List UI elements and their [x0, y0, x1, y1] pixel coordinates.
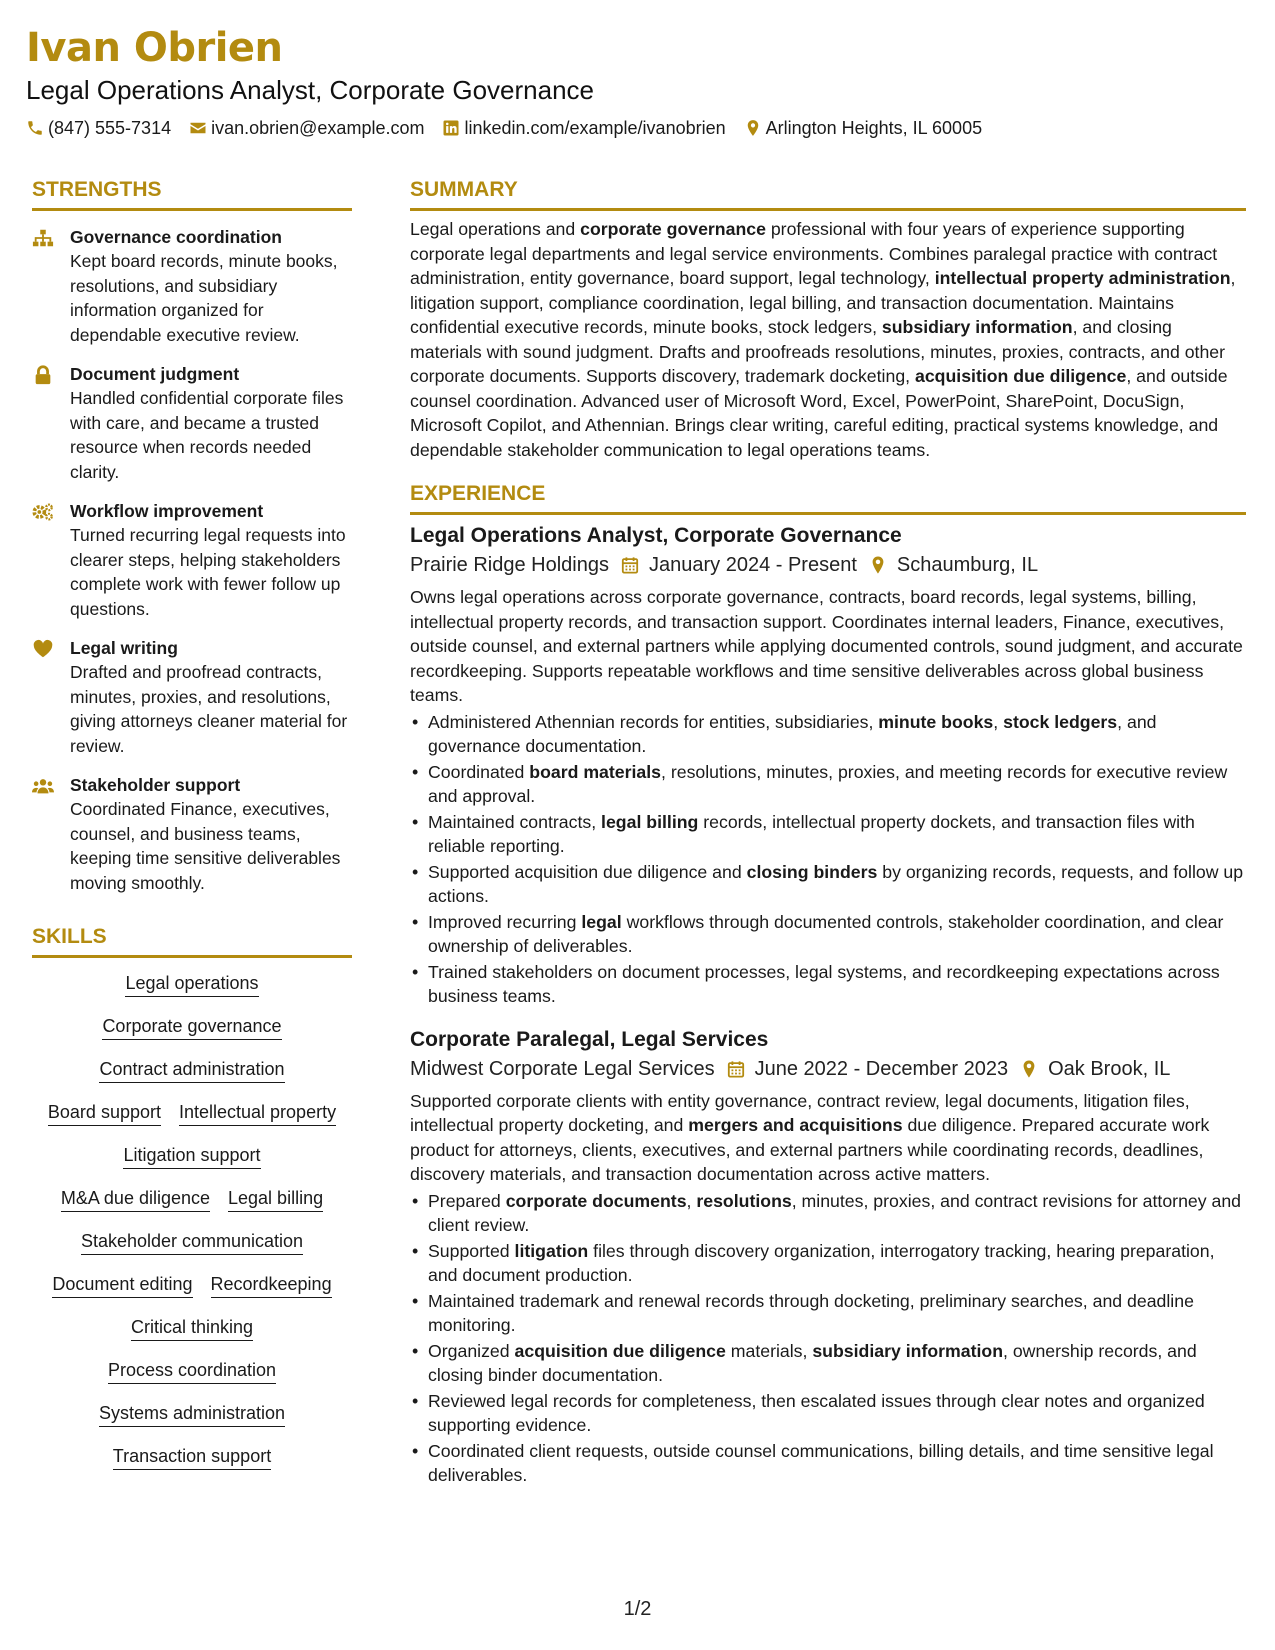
skills-section — [32, 923, 352, 1488]
text-run: , resolutions, minutes, proxies, and meeting records for executive review and approval. — [428, 761, 1228, 806]
bold-phrase: board materials — [529, 761, 662, 782]
contact-linkedin[interactable] — [442, 116, 725, 140]
bullet-item — [410, 960, 1246, 1009]
text-run: Supported acquisition due diligence and — [428, 861, 747, 882]
summary-text — [410, 217, 1246, 462]
strength-desc: Drafted and proofread contracts, minutes, proxies, and resolutions, giving attorneys cleaner material for review. — [70, 662, 348, 756]
bold-phrase: closing binders — [746, 861, 878, 882]
text-run: Improved recurring — [428, 911, 582, 932]
text-run: materials, — [725, 1340, 813, 1361]
bold-phrase: intellectual property administration — [934, 268, 1231, 288]
skill-row — [131, 1316, 253, 1341]
left-column — [32, 176, 352, 1488]
bullet-item — [410, 1239, 1246, 1288]
text-run: , and outside counsel coordination. Advanced user of Microsoft Word, Excel, PowerPoint, SharePoint, DocuSign, Microsoft Copilot, and Athennian. Brings clear writing, careful editing, practical systems knowledge, and dependable stakeholder communication to legal operations teams. — [410, 366, 1228, 460]
text-run: by organizing records, requests, and follow up actions. — [428, 861, 1244, 906]
strength-item — [32, 499, 352, 621]
contact-bar — [26, 116, 1246, 140]
envelope-icon — [189, 119, 207, 137]
experience-heading: EXPERIENCE — [410, 480, 1246, 515]
strength-title: Document judgment — [70, 364, 240, 384]
gears-icon — [32, 502, 54, 522]
strengths-section — [32, 176, 352, 895]
job-title: Legal Operations Analyst, Corporate Governance — [410, 524, 902, 547]
job-description — [410, 1089, 1246, 1187]
skills-list — [32, 972, 352, 1488]
calendar-icon — [621, 555, 639, 575]
phone-icon — [26, 119, 44, 137]
contact-location — [744, 116, 982, 140]
skill-tag: Legal operations — [125, 972, 258, 997]
text-run: Prepared — [428, 1190, 506, 1211]
strength-item — [32, 773, 352, 895]
job-dates: January 2024 - Present — [648, 554, 857, 576]
right-column — [410, 176, 1246, 1489]
text-run: Administered Athennian records for entities, subsidiaries, — [428, 711, 879, 732]
text-run: Coordinated client requests, outside counsel communications, billing details, and time sensitive legal deliverables. — [428, 1440, 1214, 1485]
job-bullets — [410, 710, 1246, 1009]
skill-row — [125, 972, 258, 997]
job-description — [410, 585, 1246, 708]
resume-header — [26, 22, 1246, 140]
strength-title: Stakeholder support — [70, 775, 241, 795]
text-run: , — [993, 711, 1004, 732]
strengths-heading: STRENGTHS — [32, 176, 352, 211]
bold-phrase: legal — [581, 911, 622, 932]
strength-desc: Kept board records, minute books, resolutions, and subsidiary information organized for dependable executive review. — [70, 251, 338, 345]
skill-row — [123, 1144, 260, 1169]
bullet-item — [410, 1339, 1246, 1388]
strength-title: Workflow improvement — [70, 501, 264, 521]
bold-phrase: mergers and acquisitions — [688, 1115, 903, 1135]
text-run: Maintained trademark and renewal records through docketing, preliminary searches, and deadline monitoring. — [428, 1290, 1194, 1335]
linkedin-icon — [442, 119, 460, 137]
bold-phrase: subsidiary information — [812, 1340, 1004, 1361]
strength-item — [32, 636, 352, 758]
bold-phrase: corporate governance — [580, 219, 766, 239]
text-run: , and closing materials with sound judgment. Drafts and proofreads resolutions, minutes, proxies, contracts, and other corporate documents. Supports discovery, trademark docketing, — [410, 317, 1226, 386]
bullet-item — [410, 760, 1246, 809]
heart-icon — [32, 639, 54, 659]
phone-text: (847) 555-7314 — [48, 118, 172, 138]
skill-tag: Legal billing — [228, 1187, 323, 1212]
lock-icon — [32, 365, 54, 385]
text-run: Supported corporate clients with entity governance, contract review, legal documents, litigation files, intellectual property docketing, and — [410, 1090, 1190, 1135]
strength-item — [32, 225, 352, 347]
strength-title: Legal writing — [70, 638, 178, 658]
job-meta — [410, 1055, 1246, 1083]
job-entry — [410, 521, 1246, 1009]
strength-desc: Coordinated Finance, executives, counsel, and business teams, keeping time sensitive deliverables moving smoothly. — [70, 799, 341, 893]
text-run: Maintained contracts, — [428, 811, 602, 832]
skill-row — [102, 1015, 281, 1040]
bold-phrase: legal billing — [601, 811, 699, 832]
bold-phrase: stock ledgers — [1003, 711, 1118, 732]
skill-tag: Recordkeeping — [211, 1273, 332, 1298]
text-run: workflows through documented controls, stakeholder coordination, and clear ownership of deliverables. — [428, 911, 1224, 956]
text-run: , litigation support, compliance coordination, legal billing, and transaction documentation. Maintains confidential executive records, minute books, stock ledgers, — [410, 268, 1236, 337]
bold-phrase: corporate documents — [505, 1190, 687, 1211]
skills-heading: SKILLS — [32, 923, 352, 958]
job-location: Schaumburg, IL — [896, 554, 1039, 576]
job-dates: June 2022 - December 2023 — [754, 1057, 1009, 1080]
skill-tag: Board support — [48, 1101, 161, 1126]
bold-phrase: acquisition due diligence — [915, 366, 1127, 386]
bold-phrase: litigation — [514, 1240, 589, 1261]
job-company: Prairie Ridge Holdings — [410, 554, 609, 576]
bullet-item — [410, 1189, 1246, 1238]
text-run: , — [686, 1190, 697, 1211]
experience-section — [410, 480, 1246, 1488]
skill-tag: Litigation support — [123, 1144, 260, 1169]
skill-tag: Contract administration — [99, 1058, 284, 1083]
job-meta — [410, 551, 1246, 579]
bold-phrase: minute books — [878, 711, 994, 732]
skill-row — [99, 1058, 284, 1083]
text-run: Reviewed legal records for completeness, then escalated issues through clear notes and organized supporting evidence. — [428, 1390, 1205, 1435]
skill-row — [81, 1230, 303, 1255]
skill-row — [48, 1101, 336, 1126]
users-icon — [32, 776, 54, 796]
text-run: Supported — [428, 1240, 515, 1261]
text-run: due diligence. Prepared accurate work product for attorneys, clients, executives, and external partners while coordinating records, deadlines, discovery materials, and transaction documentation across active matters. — [410, 1115, 1210, 1184]
bold-phrase: resolutions — [696, 1190, 792, 1211]
bullet-item — [410, 810, 1246, 859]
text-run: files through discovery organization, interrogatory tracking, hearing preparation, and document production. — [428, 1240, 1215, 1285]
text-run: Owns legal operations across corporate governance, contracts, board records, legal systems, billing, intellectual property records, and transaction support. Coordinates internal leaders, Finance, executives, outside counsel, and external partners while applying documented controls, sound judgment, and accurate recordkeeping. Supports repeatable workflows and time sensitive deliverables across global business teams. — [410, 587, 1243, 705]
job-title: Corporate Paralegal, Legal Services — [410, 1027, 769, 1051]
summary-heading: SUMMARY — [410, 176, 1246, 211]
skill-row — [99, 1402, 285, 1427]
text-run: Coordinated — [428, 761, 530, 782]
skill-row — [61, 1187, 323, 1212]
skill-tag: Intellectual property — [179, 1101, 336, 1126]
linkedin-text: linkedin.com/example/ivanobrien — [464, 118, 726, 138]
bold-phrase: subsidiary information — [881, 317, 1073, 337]
text-run: , ownership records, and closing binder documentation. — [428, 1340, 1197, 1385]
strength-item — [32, 362, 352, 484]
skill-tag: Critical thinking — [131, 1316, 253, 1341]
text-run: Legal operations and — [410, 219, 581, 239]
strength-title: Governance coordination — [70, 227, 282, 247]
skill-tag: Corporate governance — [102, 1015, 281, 1040]
bullet-item — [410, 910, 1246, 959]
email-text: ivan.obrien@example.com — [211, 118, 425, 138]
strength-desc: Turned recurring legal requests into clearer steps, helping stakeholders complete work with fewer follow up questions. — [70, 525, 346, 619]
skill-tag: Process coordination — [108, 1359, 276, 1384]
calendar-icon — [727, 1059, 745, 1079]
text-run: Trained stakeholders on document processes, legal systems, and recordkeeping expectations across business teams. — [428, 961, 1220, 1006]
bullet-item — [410, 1439, 1246, 1488]
job-company: Midwest Corporate Legal Services — [410, 1057, 715, 1080]
text-run: records, intellectual property dockets, and transaction files with reliable reporting. — [428, 811, 1195, 856]
bullet-item — [410, 710, 1246, 759]
candidate-name: Ivan Obrien — [26, 25, 283, 71]
job-location: Oak Brook, IL — [1048, 1057, 1171, 1080]
skill-row — [52, 1273, 331, 1298]
text-run: professional with four years of experience supporting corporate legal departments and legal service environments. Combines paralegal practice with contract administration, entity governance, board support, legal technology, — [410, 219, 1218, 288]
bullet-item — [410, 1389, 1246, 1438]
skill-tag: M&A due diligence — [61, 1187, 210, 1212]
job-bullets — [410, 1189, 1246, 1488]
candidate-role: Legal Operations Analyst, Corporate Governance — [26, 75, 595, 105]
job-entry — [410, 1025, 1246, 1488]
text-run: , minutes, proxies, and contract revisions for attorney and client review. — [428, 1190, 1242, 1235]
contact-phone[interactable] — [26, 116, 171, 140]
skill-row — [113, 1445, 271, 1470]
skill-tag: Transaction support — [113, 1445, 271, 1470]
bullet-item — [410, 1289, 1246, 1338]
map-pin-icon — [1020, 1059, 1038, 1079]
location-text: Arlington Heights, IL 60005 — [765, 118, 983, 138]
skill-row — [108, 1359, 276, 1384]
text-run: Organized — [428, 1340, 515, 1361]
contact-email[interactable] — [189, 116, 424, 140]
summary-section — [410, 176, 1246, 462]
text-run: , and governance documentation. — [428, 711, 1157, 756]
org-chart-icon — [32, 228, 54, 248]
bullet-item — [410, 860, 1246, 909]
bold-phrase: acquisition due diligence — [514, 1340, 726, 1361]
skill-tag: Stakeholder communication — [81, 1230, 303, 1255]
page-number: 1/2 — [623, 1598, 652, 1620]
map-pin-icon — [869, 555, 887, 575]
skill-tag: Document editing — [52, 1273, 192, 1298]
skill-tag: Systems administration — [99, 1402, 285, 1427]
strength-desc: Handled confidential corporate files with care, and became a trusted resource when records needed clarity. — [70, 388, 344, 482]
map-pin-icon — [744, 119, 762, 137]
